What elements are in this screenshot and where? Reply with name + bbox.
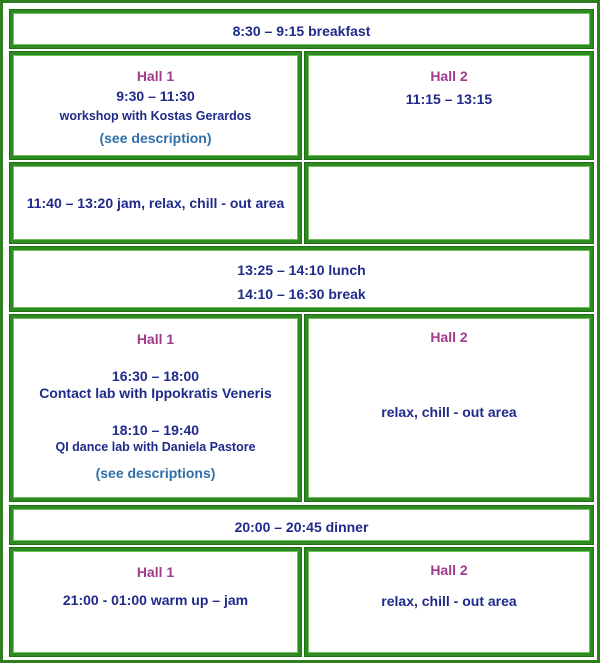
breakfast-row <box>10 10 593 48</box>
dinner-row <box>10 506 593 544</box>
hall2-label: Hall 2 <box>430 329 468 345</box>
hall2-label: Hall 2 <box>430 68 468 84</box>
lunch-break-row <box>10 247 593 311</box>
qi-dance-lab-text: QI dance lab with Daniela Pastore <box>55 440 256 454</box>
morning-hall2-cell <box>305 52 593 159</box>
jam-text: 11:40 – 13:20 jam, relax, chill - out area <box>26 195 285 211</box>
dinner-text: 20:00 – 20:45 dinner <box>234 519 369 535</box>
afternoon-time1: 16:30 – 18:00 <box>111 368 200 384</box>
afternoon-hall2-text: relax, chill - out area <box>381 404 517 420</box>
hall1-label: Hall 1 <box>136 564 175 580</box>
morning-hall1-event: workshop with Kostas Gerardos <box>59 109 252 123</box>
jam-cell <box>10 163 301 243</box>
afternoon-hall2-cell <box>305 315 593 501</box>
contact-lab-text: Contact lab with Ippokratis Veneris <box>39 385 272 401</box>
hall1-label: Hall 1 <box>136 68 175 84</box>
break-text: 14:10 – 16:30 break <box>237 286 366 302</box>
afternoon-time2: 18:10 – 19:40 <box>111 422 200 438</box>
empty-cell <box>305 163 593 243</box>
evening-hall1-cell <box>10 548 301 656</box>
warm-up-jam-text: 21:00 - 01:00 warm up – jam <box>62 592 249 608</box>
morning-hall1-time: 9:30 – 11:30 <box>116 88 195 104</box>
afternoon-hall1-cell <box>10 315 301 501</box>
morning-hall2-time: 11:15 – 13:15 <box>405 91 493 107</box>
evening-hall2-cell <box>305 548 593 656</box>
breakfast-text: 8:30 – 9:15 breakfast <box>232 23 371 39</box>
hall1-label: Hall 1 <box>136 331 175 347</box>
evening-hall2-text: relax, chill - out area <box>381 593 517 609</box>
see-description-link[interactable]: (see description) <box>99 130 212 146</box>
see-descriptions-link[interactable]: (see descriptions) <box>95 465 216 481</box>
hall2-label: Hall 2 <box>430 562 468 578</box>
morning-hall1-cell <box>10 52 301 159</box>
lunch-text: 13:25 – 14:10 lunch <box>237 262 366 278</box>
